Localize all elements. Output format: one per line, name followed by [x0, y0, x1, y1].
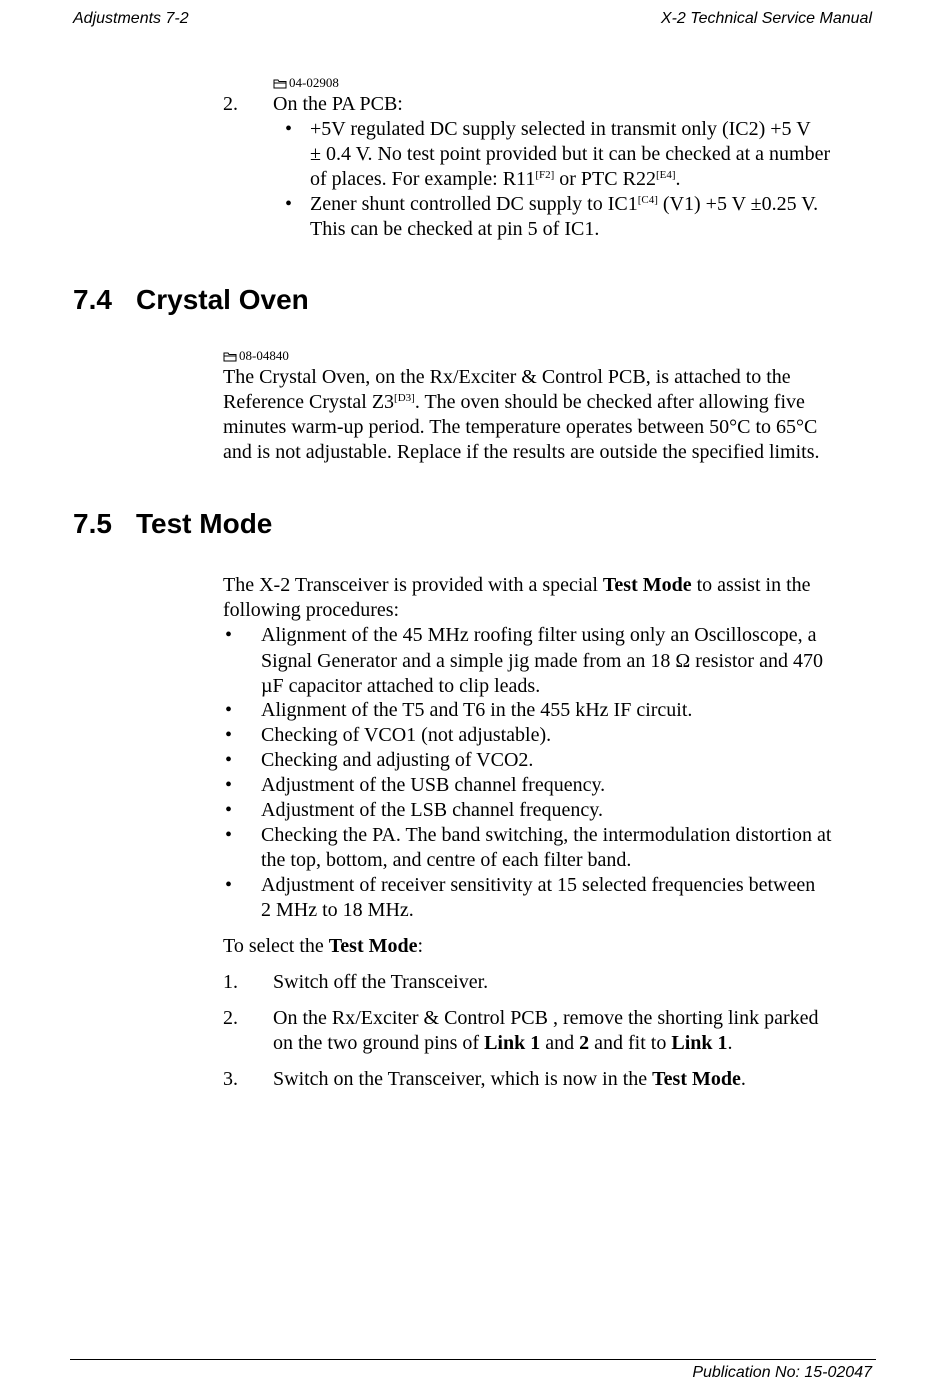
step-number: 2.: [223, 1007, 238, 1029]
test-mode-intro: [223, 573, 903, 623]
step-number: 3.: [223, 1068, 238, 1090]
bullet: •: [285, 193, 293, 215]
crystal-oven-paragraph: [223, 365, 903, 465]
list-item-line: of places. For example: R11[F2] or PTC R22[E4].: [310, 168, 681, 190]
bullet: •: [225, 749, 233, 771]
section-number: 7.5: [73, 508, 112, 539]
section-title: Crystal Oven: [136, 284, 309, 315]
list-item-line: Zener shunt controlled DC supply to IC1[C4] (V1) +5 V ±0.25 V.: [310, 193, 819, 215]
file-reference: [223, 348, 289, 364]
list-item: • Checking of VCO1 (not adjustable).: [225, 724, 552, 746]
list-item: • Adjustment of receiver sensitivity at 15 selected frequencies between 2 MHz to 18 MHz.: [225, 874, 816, 921]
step-number: 2.: [223, 93, 238, 115]
folder-icon: [273, 78, 287, 89]
procedures-list: [223, 623, 903, 923]
list-item: • Alignment of the T5 and T6 in the 455 kHz IF circuit.: [225, 699, 693, 721]
bullet: •: [225, 799, 233, 821]
running-header-left: Adjustments 7-2: [73, 10, 189, 27]
bullet: •: [225, 624, 233, 646]
bullet: •: [225, 824, 233, 846]
step-text: On the Rx/Exciter & Control PCB , remove the shorting link parked on the two ground pins of Link 1 and 2 and fit to Link 1.: [273, 1007, 819, 1054]
file-reference-number: 08-04840: [239, 348, 289, 363]
grid-reference: [D3]: [394, 392, 415, 404]
list-item: • Adjustment of the USB channel frequency.: [225, 774, 606, 796]
bullet: •: [225, 774, 233, 796]
bullet: •: [225, 699, 233, 721]
paragraph-line: and is not adjustable. Replace if the results are outside the specified limits.: [223, 441, 820, 463]
numbered-step: [223, 1067, 903, 1092]
numbered-step: [223, 1006, 903, 1056]
bullet: •: [285, 118, 293, 140]
grid-reference: [F2]: [535, 169, 555, 181]
select-test-mode-line: To select the Test Mode:: [223, 935, 424, 957]
section-number: 7.4: [73, 284, 112, 315]
paragraph-line: The Crystal Oven, on the Rx/Exciter & Control PCB, is attached to the: [223, 366, 791, 388]
list-item-line: ± 0.4 V. No test point provided but it can be checked at a number: [310, 143, 831, 165]
bullet: •: [225, 874, 233, 896]
paragraph-line: minutes warm-up period. The temperature operates between 50°C to 65°C: [223, 416, 818, 438]
bullet: •: [225, 724, 233, 746]
step-title: On the PA PCB:: [273, 93, 403, 115]
running-header-right: X-2 Technical Service Manual: [660, 10, 872, 27]
publication-number: Publication No: 15-02047: [692, 1364, 872, 1381]
grid-reference: [C4]: [637, 194, 658, 206]
list-item: • Checking and adjusting of VCO2.: [225, 749, 534, 771]
paragraph-line: following procedures:: [223, 599, 400, 621]
list-item: • Adjustment of the LSB channel frequency.: [225, 799, 603, 821]
file-reference: [273, 75, 339, 91]
paragraph-line: The X-2 Transceiver is provided with a special Test Mode to assist in the: [223, 574, 811, 596]
section-heading-7-4: [73, 284, 309, 316]
section-title: Test Mode: [136, 508, 273, 539]
list-item: • Checking the PA. The band switching, the intermodulation distortion at the top, bottom, and centre of each filter band.: [225, 824, 832, 871]
paragraph-line: Reference Crystal Z3[D3]. The oven should be checked after allowing five: [223, 391, 805, 413]
file-reference-number: 04-02908: [289, 75, 339, 90]
step-text: Switch on the Transceiver, which is now in the Test Mode.: [273, 1068, 746, 1090]
list-item-line: +5V regulated DC supply selected in transmit only (IC2) +5 V: [310, 118, 811, 140]
numbered-step: [223, 970, 903, 995]
step-number: 1.: [223, 971, 238, 993]
list-item: • Alignment of the 45 MHz roofing filter using only an Oscilloscope, a Signal Generator and a simple jig made from an 18 Ω resistor and 470 µF capacitor attached to clip leads.: [225, 624, 823, 697]
folder-icon: [223, 351, 237, 362]
section-heading-7-5: [73, 508, 272, 540]
grid-reference: [E4]: [655, 169, 676, 181]
step-text: Switch off the Transceiver.: [273, 971, 489, 993]
list-item-line: This can be checked at pin 5 of IC1.: [310, 218, 600, 240]
footer-divider: [70, 1359, 876, 1360]
